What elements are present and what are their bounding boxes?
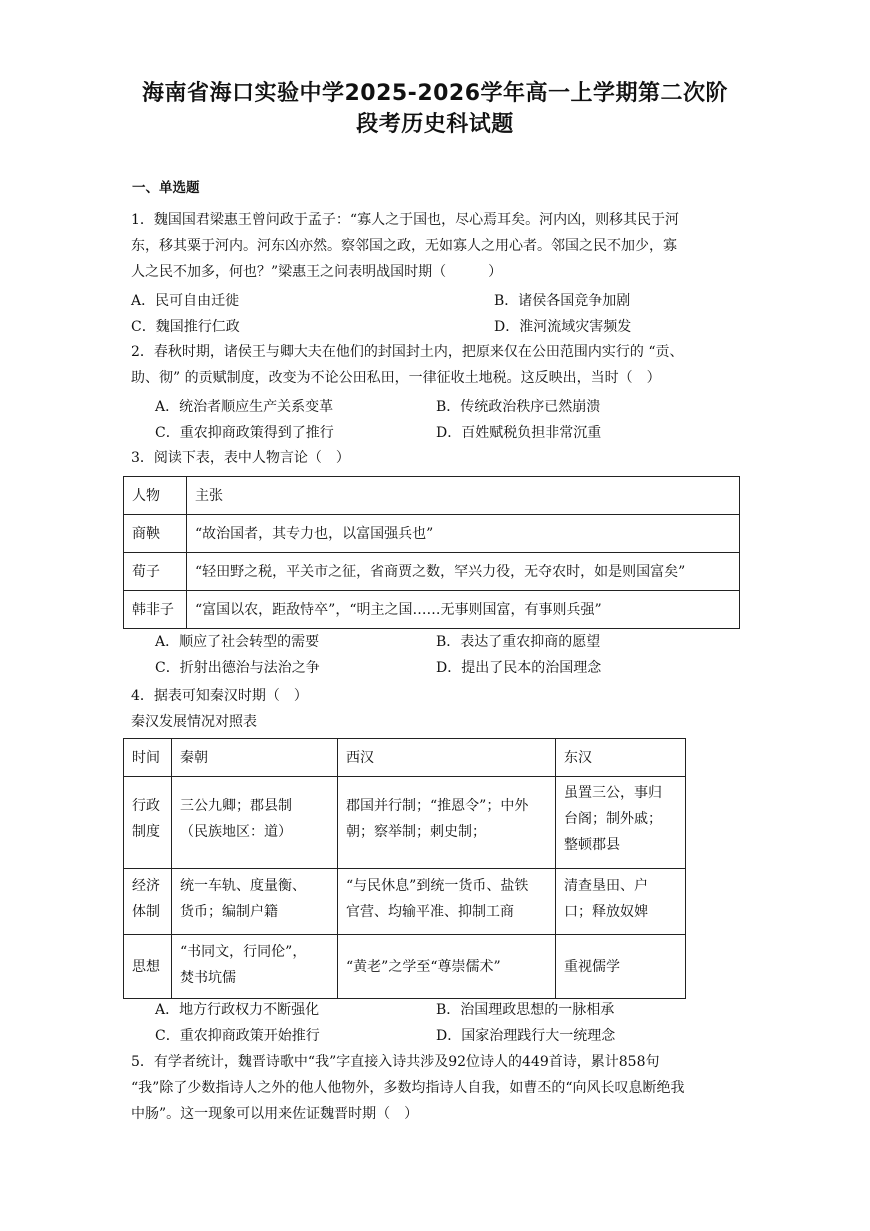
q1-option-d[interactable]: D．淮河流域灾害频发 (494, 319, 632, 335)
table-row (124, 777, 686, 869)
table-row (124, 477, 740, 515)
cell-line: 重视儒学 (564, 958, 620, 975)
table-cell: 商鞅 (124, 515, 187, 553)
q2-option-d[interactable]: D．百姓赋税负担非常沉重 (436, 425, 602, 441)
q5-stem-line1: 5．有学者统计，魏晋诗歌中“我”字直接入诗共涉及92位诗人的449首诗，累计858句 (131, 1054, 660, 1070)
q5-stem-line2: “我”除了少数指诗人之外的他人他物外，多数均指诗人自我，如曹丕的“向风长叹息断绝我 (131, 1080, 685, 1096)
q1-stem-line1: 1．魏国国君梁惠王曾问政于孟子：“寡人之于国也，尽心焉耳矣。河内凶，则移其民于河 (131, 212, 680, 228)
table-cell (338, 777, 556, 869)
q2-option-c[interactable]: C．重农抑商政策得到了推行 (155, 425, 334, 441)
q4-table-caption: 秦汉发展情况对照表 (131, 714, 257, 730)
cell-line: “与民休息”到统一货币、盐铁 (346, 878, 529, 894)
q3-option-c[interactable]: C．折射出德治与法治之争 (155, 660, 320, 676)
cell-line: 体制 (132, 904, 160, 920)
q2-option-a[interactable]: A．统治者顺应生产关系变革 (155, 399, 334, 415)
cell-line: 官营、均输平准、抑制工商 (346, 904, 514, 920)
q4-option-a[interactable]: A．地方行政权力不断强化 (155, 1002, 320, 1018)
q1-option-c[interactable]: C．魏国推行仁政 (131, 319, 240, 335)
table-cell: 荀子 (124, 553, 187, 591)
table-header-cell: 秦朝 (172, 739, 338, 777)
page-title-line2: 段考历史科试题 (356, 112, 514, 137)
cell-line: （民族地区：道） (180, 824, 292, 840)
q3-table (123, 476, 740, 629)
table-row-label (124, 869, 172, 935)
cell-line: 台阁；制外戚； (564, 811, 662, 827)
table-header-cell: 西汉 (338, 739, 556, 777)
cell-line: 制度 (132, 824, 160, 840)
table-row (124, 591, 740, 629)
table-cell (172, 935, 338, 999)
cell-line: 朝；察举制；刺史制； (346, 824, 486, 840)
q1-option-b[interactable]: B．诸侯各国竞争加剧 (494, 293, 631, 309)
section-heading: 一、单选题 (132, 180, 200, 196)
table-cell: 主张 (187, 477, 740, 515)
table-cell: 韩非子 (124, 591, 187, 629)
cell-line: 清查垦田、户 (564, 878, 648, 894)
q3-stem: 3．阅读下表，表中人物言论（ ） (131, 450, 350, 466)
table-cell: “富国以农，距敌恃卒”，“明主之国……无事则国富，有事则兵强” (187, 591, 740, 629)
table-cell (172, 869, 338, 935)
cell-line: 整顿郡县 (564, 837, 620, 853)
cell-line: 口；释放奴婢 (564, 904, 648, 920)
q3-option-d[interactable]: D．提出了民本的治国理念 (436, 660, 602, 676)
q2-stem-line2: 助、彻” 的贡赋制度，改变为不论公田私田，一律征收土地税。这反映出，当时（ ） (131, 370, 661, 386)
table-row (124, 935, 686, 999)
cell-line: 经济 (132, 878, 160, 894)
table-cell (556, 777, 686, 869)
q3-option-a[interactable]: A．顺应了社会转型的需要 (155, 634, 320, 650)
cell-line: “书同文，行同伦”， (180, 944, 307, 960)
q1-option-a[interactable]: A．民可自由迁徙 (131, 293, 240, 309)
table-row (124, 515, 740, 553)
q4-table (123, 738, 686, 999)
table-cell (556, 935, 686, 999)
cell-line: 货币；编制户籍 (180, 904, 278, 920)
q1-stem-line2: 东，移其粟于河内。河东凶亦然。察邻国之政，无如寡人之用心者。邻国之民不加少，寡 (131, 238, 677, 254)
cell-line: 统一车轨、度量衡、 (180, 878, 306, 894)
q4-option-c[interactable]: C．重农抑商政策开始推行 (155, 1028, 320, 1044)
cell-line: 三公九卿；郡县制 (180, 798, 292, 814)
cell-line: 焚书坑儒 (180, 970, 236, 986)
table-header-cell: 东汉 (556, 739, 686, 777)
q3-option-b[interactable]: B．表达了重农抑商的愿望 (436, 634, 601, 650)
table-cell (338, 869, 556, 935)
cell-line: 行政 (132, 798, 160, 814)
table-cell: “故治国者，其专力也，以富国强兵也” (187, 515, 740, 553)
table-cell: “轻田野之税，平关市之征，省商贾之数，罕兴力役，无夺农时，如是则国富矣” (187, 553, 740, 591)
cell-line: 郡国并行制；“推恩令”；中外 (346, 798, 529, 814)
q1-stem-line3: 人之民不加多，何也？”梁惠王之问表明战国时期（ ） (131, 264, 503, 280)
q2-stem-line1: 2．春秋时期，诸侯王与卿大夫在他们的封国封土内，把原来仅在公田范围内实行的 “贡、 (131, 344, 684, 360)
table-cell (338, 935, 556, 999)
table-row-label (124, 777, 172, 869)
table-row (124, 869, 686, 935)
table-cell (172, 777, 338, 869)
table-row-label (124, 935, 172, 999)
page-title-line1: 海南省海口实验中学2025-2026学年高一上学期第二次阶 (141, 81, 729, 106)
table-row (124, 553, 740, 591)
table-header-cell: 时间 (124, 739, 172, 777)
q4-option-d[interactable]: D．国家治理践行大一统理念 (436, 1028, 616, 1044)
q5-stem-line3: 中肠”。这一现象可以用来佐证魏晋时期（ ） (131, 1106, 419, 1122)
cell-line: 虽置三公，事归 (564, 785, 662, 801)
q2-option-b[interactable]: B．传统政治秩序已然崩溃 (436, 399, 601, 415)
q4-option-b[interactable]: B．治国理政思想的一脉相承 (436, 1002, 615, 1018)
table-row (124, 739, 686, 777)
cell-line: “黄老”之学至“尊崇儒术” (346, 958, 501, 975)
table-cell: 人物 (124, 477, 187, 515)
table-cell (556, 869, 686, 935)
q4-stem: 4．据表可知秦汉时期（ ） (131, 688, 308, 704)
cell-line: 思想 (132, 958, 160, 975)
